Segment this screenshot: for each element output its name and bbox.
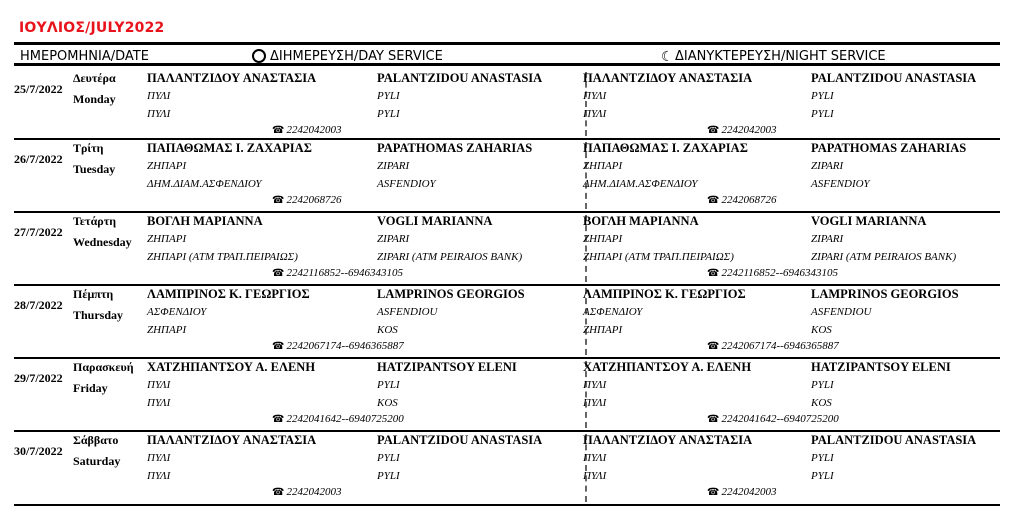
phone-icon: ☎ xyxy=(272,125,285,136)
night-pharmacist-name-greek: ΠΑΛΑΝΤΖΙΔΟΥ ΑΝΑΣΤΑΣΙΑ xyxy=(583,433,753,447)
day-phone xyxy=(272,413,404,425)
night-phone xyxy=(707,124,776,136)
day-phone xyxy=(272,267,403,279)
night-address-greek: ΖΗΠΑΡΙ xyxy=(583,324,623,336)
night-address-english: ZIPARI (ATM PEIRAIOS BANK) xyxy=(811,251,957,263)
day-area-english: ZIPARI xyxy=(377,160,410,172)
row-day-english: Wednesday xyxy=(73,235,132,249)
night-phone-number: 2242116852--6946343105 xyxy=(721,267,838,279)
day-area-greek: ΠΥΛΙ xyxy=(147,90,171,102)
night-pharmacist-name-english: HATZIPANTSOY ELENI xyxy=(811,360,951,374)
row-day-greek: Σάββατο xyxy=(73,433,119,447)
day-pharmacist-name-greek: ΒΟΓΛΗ ΜΑΡΙΑΝΝΑ xyxy=(147,214,263,228)
day-phone xyxy=(272,194,341,206)
night-area-english: ZIPARI xyxy=(811,160,844,172)
day-area-english: PYLI xyxy=(377,90,400,102)
phone-icon: ☎ xyxy=(272,487,285,498)
night-address-english: KOS xyxy=(811,397,832,409)
day-area-greek: ΖΗΠΑΡΙ xyxy=(147,233,187,245)
row-day-greek: Πέμπτη xyxy=(73,287,114,301)
phone-icon: ☎ xyxy=(707,414,720,425)
night-area-greek: ΠΥΛΙ xyxy=(583,379,607,391)
night-area-greek: ΖΗΠΑΡΙ xyxy=(583,160,623,172)
sun-icon xyxy=(252,49,266,63)
day-phone xyxy=(272,124,341,136)
day-pharmacist-name-greek: ΠΑΛΑΝΤΖΙΔΟΥ ΑΝΑΣΤΑΣΙΑ xyxy=(147,433,317,447)
row-day-english: Monday xyxy=(73,92,116,106)
night-address-greek: ΠΥΛΙ xyxy=(583,108,607,120)
night-address-greek: ΠΥΛΙ xyxy=(583,470,607,482)
table-row xyxy=(14,286,1000,359)
day-area-english: PYLI xyxy=(377,452,400,464)
night-pharmacist-name-english: PAPATHOMAS ZAHARIAS xyxy=(811,141,967,155)
table-row xyxy=(14,432,1000,506)
day-area-greek: ΑΣΦΕΝΔΙΟΥ xyxy=(147,306,207,318)
phone-icon: ☎ xyxy=(707,195,720,206)
day-phone xyxy=(272,340,404,352)
night-pharmacist-name-greek: ΠΑΠΑΘΩΜΑΣ Ι. ΖΑΧΑΡΙΑΣ xyxy=(583,141,748,155)
day-phone-number: 2242068726 xyxy=(286,194,342,206)
day-pharmacist-name-greek: ΧΑΤΖΗΠΑΝΤΣΟΥ Α. ΕΛΕΝΗ xyxy=(147,360,316,374)
night-phone xyxy=(707,267,838,279)
day-area-greek: ΖΗΠΑΡΙ xyxy=(147,160,187,172)
row-day-english: Friday xyxy=(73,381,108,395)
day-service-header: ΔΙΗΜΕΡΕΥΣΗ/DAY SERVICE xyxy=(270,49,443,64)
night-area-greek: ΠΥΛΙ xyxy=(583,90,607,102)
night-address-greek: ΔΗΜ.ΔΙΑΜ.ΑΣΦΕΝΔΙΟΥ xyxy=(583,178,698,190)
night-pharmacist-name-english: LAMPRINOS GEORGIOS xyxy=(811,287,959,301)
table-header xyxy=(14,42,1000,66)
night-area-greek: ΑΣΦΕΝΔΙΟΥ xyxy=(583,306,643,318)
day-area-english: ASFENDIOU xyxy=(377,306,438,318)
night-area-english: ZIPARI xyxy=(811,233,844,245)
day-address-english: PYLI xyxy=(377,108,400,120)
night-pharmacist-name-english: PALANTZIDOU ANASTASIA xyxy=(811,71,977,85)
day-address-greek: ΠΥΛΙ xyxy=(147,470,171,482)
day-address-greek: ΠΥΛΙ xyxy=(147,397,171,409)
row-date: 29/7/2022 xyxy=(14,371,63,385)
row-day-greek: Παρασκευή xyxy=(73,360,134,374)
table-row xyxy=(14,213,1000,286)
day-address-greek: ΖΗΠΑΡΙ xyxy=(147,324,187,336)
phone-icon: ☎ xyxy=(707,268,720,279)
row-day-greek: Τετάρτη xyxy=(73,214,117,228)
night-pharmacist-name-greek: ΒΟΓΛΗ ΜΑΡΙΑΝΝΑ xyxy=(583,214,699,228)
row-date: 30/7/2022 xyxy=(14,444,63,458)
row-date: 28/7/2022 xyxy=(14,298,63,312)
night-phone xyxy=(707,194,776,206)
phone-icon: ☎ xyxy=(272,268,285,279)
day-phone xyxy=(272,486,341,498)
day-address-english: PYLI xyxy=(377,470,400,482)
phone-icon: ☎ xyxy=(707,125,720,136)
night-area-english: PYLI xyxy=(811,90,834,102)
day-pharmacist-name-english: PALANTZIDOU ANASTASIA xyxy=(377,71,543,85)
phone-icon: ☎ xyxy=(707,487,720,498)
day-pharmacist-name-english: PAPATHOMAS ZAHARIAS xyxy=(377,141,533,155)
row-day-english: Tuesday xyxy=(73,162,116,176)
day-area-english: PYLI xyxy=(377,379,400,391)
night-area-english: PYLI xyxy=(811,379,834,391)
day-pharmacist-name-greek: ΠΑΠΑΘΩΜΑΣ Ι. ΖΑΧΑΡΙΑΣ xyxy=(147,141,312,155)
day-pharmacist-name-english: LAMPRINOS GEORGIOS xyxy=(377,287,525,301)
night-pharmacist-name-greek: ΧΑΤΖΗΠΑΝΤΣΟΥ Α. ΕΛΕΝΗ xyxy=(583,360,752,374)
row-date: 25/7/2022 xyxy=(14,82,63,96)
day-address-greek: ΠΥΛΙ xyxy=(147,108,171,120)
moon-icon: ☾ xyxy=(661,49,674,65)
night-address-english: KOS xyxy=(811,324,832,336)
day-pharmacist-name-english: HATZIPANTSOY ELENI xyxy=(377,360,517,374)
day-address-english: ASFENDIOY xyxy=(377,178,436,190)
night-phone-number: 2242067174--6946365887 xyxy=(721,340,839,352)
day-area-greek: ΠΥΛΙ xyxy=(147,452,171,464)
day-address-english: KOS xyxy=(377,397,398,409)
night-pharmacist-name-english: VOGLI MARIANNA xyxy=(811,214,927,228)
day-address-english: KOS xyxy=(377,324,398,336)
day-phone-number: 2242042003 xyxy=(286,486,342,498)
night-address-greek: ΖΗΠΑΡΙ (ΑΤΜ ΤΡΑΠ.ΠΕΙΡΑΙΩΣ) xyxy=(583,251,734,263)
night-phone-number: 2242042003 xyxy=(721,124,777,136)
phone-icon: ☎ xyxy=(707,341,720,352)
row-day-english: Thursday xyxy=(73,308,124,322)
night-phone-number: 2242068726 xyxy=(721,194,777,206)
night-phone xyxy=(707,486,776,498)
night-address-greek: ΠΥΛΙ xyxy=(583,397,607,409)
night-address-english: PYLI xyxy=(811,108,834,120)
day-phone-number: 2242041642--6940725200 xyxy=(286,413,404,425)
night-area-english: PYLI xyxy=(811,452,834,464)
day-pharmacist-name-english: PALANTZIDOU ANASTASIA xyxy=(377,433,543,447)
night-area-english: ASFENDIOU xyxy=(811,306,872,318)
row-day-greek: Δευτέρα xyxy=(73,71,116,85)
day-pharmacist-name-greek: ΠΑΛΑΝΤΖΙΔΟΥ ΑΝΑΣΤΑΣΙΑ xyxy=(147,71,317,85)
day-area-greek: ΠΥΛΙ xyxy=(147,379,171,391)
night-service-header: ΔΙΑΝΥΚΤΕΡΕΥΣΗ/NIGHT SERVICE xyxy=(675,49,886,64)
day-area-english: ZIPARI xyxy=(377,233,410,245)
day-address-greek: ΔΗΜ.ΔΙΑΜ.ΑΣΦΕΝΔΙΟΥ xyxy=(147,178,262,190)
phone-icon: ☎ xyxy=(272,195,285,206)
row-date: 27/7/2022 xyxy=(14,225,63,239)
day-address-english: ZIPARI (ATM PEIRAIOS BANK) xyxy=(377,251,523,263)
night-phone xyxy=(707,413,839,425)
night-phone xyxy=(707,340,839,352)
day-phone-number: 2242067174--6946365887 xyxy=(286,340,404,352)
row-date: 26/7/2022 xyxy=(14,152,63,166)
night-phone-number: 2242041642--6940725200 xyxy=(721,413,839,425)
page-title: ΙΟΥΛΙΟΣ/JULY2022 xyxy=(19,20,165,36)
table-row xyxy=(14,359,1000,432)
phone-icon: ☎ xyxy=(272,414,285,425)
day-pharmacist-name-greek: ΛΑΜΠΡΙΝΟΣ Κ. ΓΕΩΡΓΙΟΣ xyxy=(147,287,310,301)
day-phone-number: 2242042003 xyxy=(286,124,342,136)
phone-icon: ☎ xyxy=(272,341,285,352)
night-pharmacist-name-greek: ΛΑΜΠΡΙΝΟΣ Κ. ΓΕΩΡΓΙΟΣ xyxy=(583,287,746,301)
day-pharmacist-name-english: VOGLI MARIANNA xyxy=(377,214,493,228)
date-column-header: ΗΜΕΡΟΜΗΝΙΑ/DATE xyxy=(20,49,149,64)
table-row xyxy=(14,140,1000,213)
night-address-english: ASFENDIOY xyxy=(811,178,870,190)
table-row xyxy=(14,70,1000,140)
night-pharmacist-name-greek: ΠΑΛΑΝΤΖΙΔΟΥ ΑΝΑΣΤΑΣΙΑ xyxy=(583,71,753,85)
row-day-greek: Τρίτη xyxy=(73,141,104,155)
night-phone-number: 2242042003 xyxy=(721,486,777,498)
day-address-greek: ΖΗΠΑΡΙ (ΑΤΜ ΤΡΑΠ.ΠΕΙΡΑΙΩΣ) xyxy=(147,251,298,263)
night-pharmacist-name-english: PALANTZIDOU ANASTASIA xyxy=(811,433,977,447)
day-phone-number: 2242116852--6946343105 xyxy=(286,267,403,279)
row-day-english: Saturday xyxy=(73,454,121,468)
night-area-greek: ΖΗΠΑΡΙ xyxy=(583,233,623,245)
night-address-english: PYLI xyxy=(811,470,834,482)
night-area-greek: ΠΥΛΙ xyxy=(583,452,607,464)
